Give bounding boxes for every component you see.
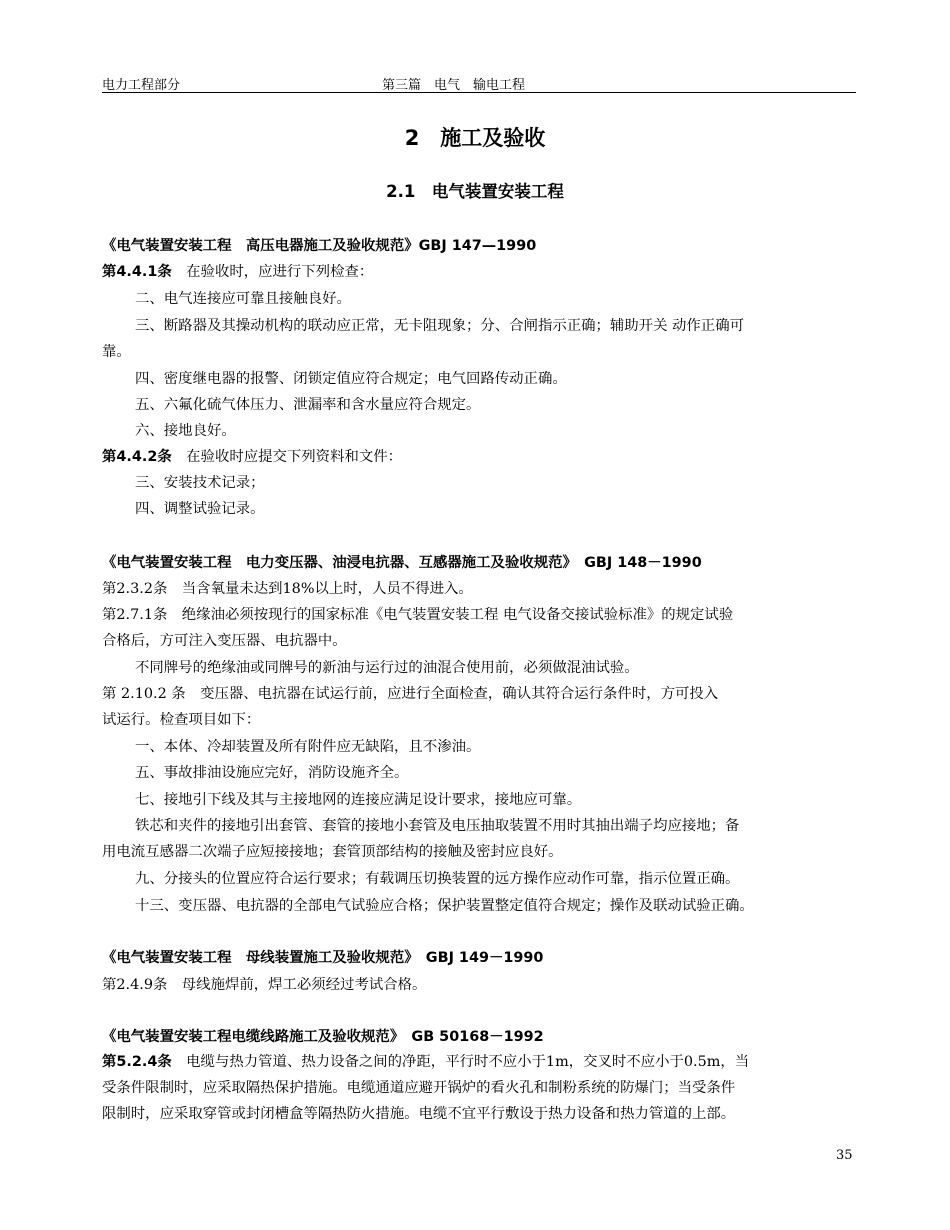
section-title: 2.1 电气装置安装工程	[386, 182, 564, 201]
paragraph-line: 合格后，方可注入变压器、电抗器中。	[102, 633, 347, 649]
paragraph-line: 第4.4.2条 在验收时应提交下列资料和文件：	[102, 449, 403, 465]
standard-title: 《电气装置安装工程 高压电器施工及验收规范》GBJ 147—1990	[102, 238, 537, 254]
paragraph-line: 九、分接头的位置应符合运行要求；有载调压切换装置的远方操作应动作可靠，指示位置正确。	[135, 871, 740, 887]
article-number: 第5.2.4条	[102, 1054, 172, 1070]
paragraph-line: 不同牌号的绝缘油或同牌号的新油与运行过的油混合使用前，必须做混油试验。	[135, 660, 639, 676]
paragraph-line: 受条件限制时，应采取隔热保护措施。电缆通道应避开锅炉的看火孔和制粉系统的防爆门；当受条件	[102, 1080, 736, 1096]
paragraph-line: 六、接地良好。	[135, 423, 236, 439]
standard-title: 《电气装置安装工程 母线装置施工及验收规范》 GBJ 149－1990	[102, 950, 544, 966]
paragraph-line: 第2.7.1条 绝缘油必须按现行的国家标准《电气装置安装工程 电气设备交接试验标准》的规定试验	[102, 607, 734, 623]
running-header	[102, 72, 856, 93]
paragraph-line: 四、密度继电器的报警、闭锁定值应符合规定；电气回路传动正确。	[135, 371, 567, 387]
header-left: 电力工程部分	[102, 78, 181, 93]
article-number: 第4.4.1条	[102, 264, 172, 280]
article-number: 第4.4.2条	[102, 449, 172, 465]
paragraph-line: 七、接地引下线及其与主接地网的连接应满足设计要求，接地应可靠。	[135, 792, 582, 808]
paragraph-line: 试运行。检查项目如下：	[102, 712, 261, 728]
paragraph-line: 三、安装技术记录；	[135, 475, 265, 491]
paragraph-line: 二、电气连接应可靠且接触良好。	[135, 291, 351, 307]
paragraph-line: 五、六氟化硫气体压力、泄漏率和含水量应符合规定。	[135, 397, 481, 413]
paragraph-line: 一、本体、冷却装置及所有附件应无缺陷，且不渗油。	[135, 739, 481, 755]
chapter-title: 2 施工及验收	[404, 126, 546, 150]
paragraph-line: 第 2.10.2 条 变压器、电抗器在试运行前，应进行全面检查，确认其符合运行条件时，方可投入	[102, 686, 719, 702]
paragraph-line: 靠。	[102, 344, 131, 360]
paragraph-line: 铁芯和夹件的接地引出套管、套管的接地小套管及电压抽取装置不用时其抽出端子均应接地；备	[135, 818, 740, 834]
paragraph-line: 限制时，应采取穿管或封闭槽盒等隔热防火措施。电缆不宜平行敷设于热力设备和热力管道的上部。	[102, 1106, 736, 1122]
paragraph-line: 第2.4.9条 母线施焊前，焊工必须经过考试合格。	[102, 977, 427, 993]
paragraph-line: 十三、变压器、电抗器的全部电气试验应合格；保护装置整定值符合规定；操作及联动试验正确。	[135, 898, 754, 914]
standard-title: 《电气装置安装工程电缆线路施工及验收规范》 GB 50168－1992	[102, 1029, 544, 1045]
paragraph-line: 用电流互感器二次端子应短接接地；套管顶部结构的接触及密封应良好。	[102, 844, 563, 860]
paragraph-line: 四、调整试验记录。	[135, 501, 265, 517]
standard-title: 《电气装置安装工程 电力变压器、油浸电抗器、互感器施工及验收规范》 GBJ 148－1990	[102, 555, 702, 571]
paragraph-line: 三、断路器及其操动机构的联动应正常，无卡阻现象；分、合闸指示正确；辅助开关 动作正确可	[135, 318, 744, 334]
paragraph-line: 第5.2.4条 电缆与热力管道、热力设备之间的净距，平行时不应小于1m，交叉时不应小于0.5m，当	[102, 1054, 750, 1070]
header-center: 第三篇 电气 输电工程	[382, 78, 526, 93]
paragraph-line: 第2.3.2条 当含氧量未达到18%以上时，人员不得进入。	[102, 581, 473, 597]
page-number: 35	[836, 1148, 853, 1163]
paragraph-line: 第4.4.1条 在验收时，应进行下列检查：	[102, 264, 374, 280]
paragraph-line: 五、事故排油设施应完好，消防设施齐全。	[135, 765, 409, 781]
